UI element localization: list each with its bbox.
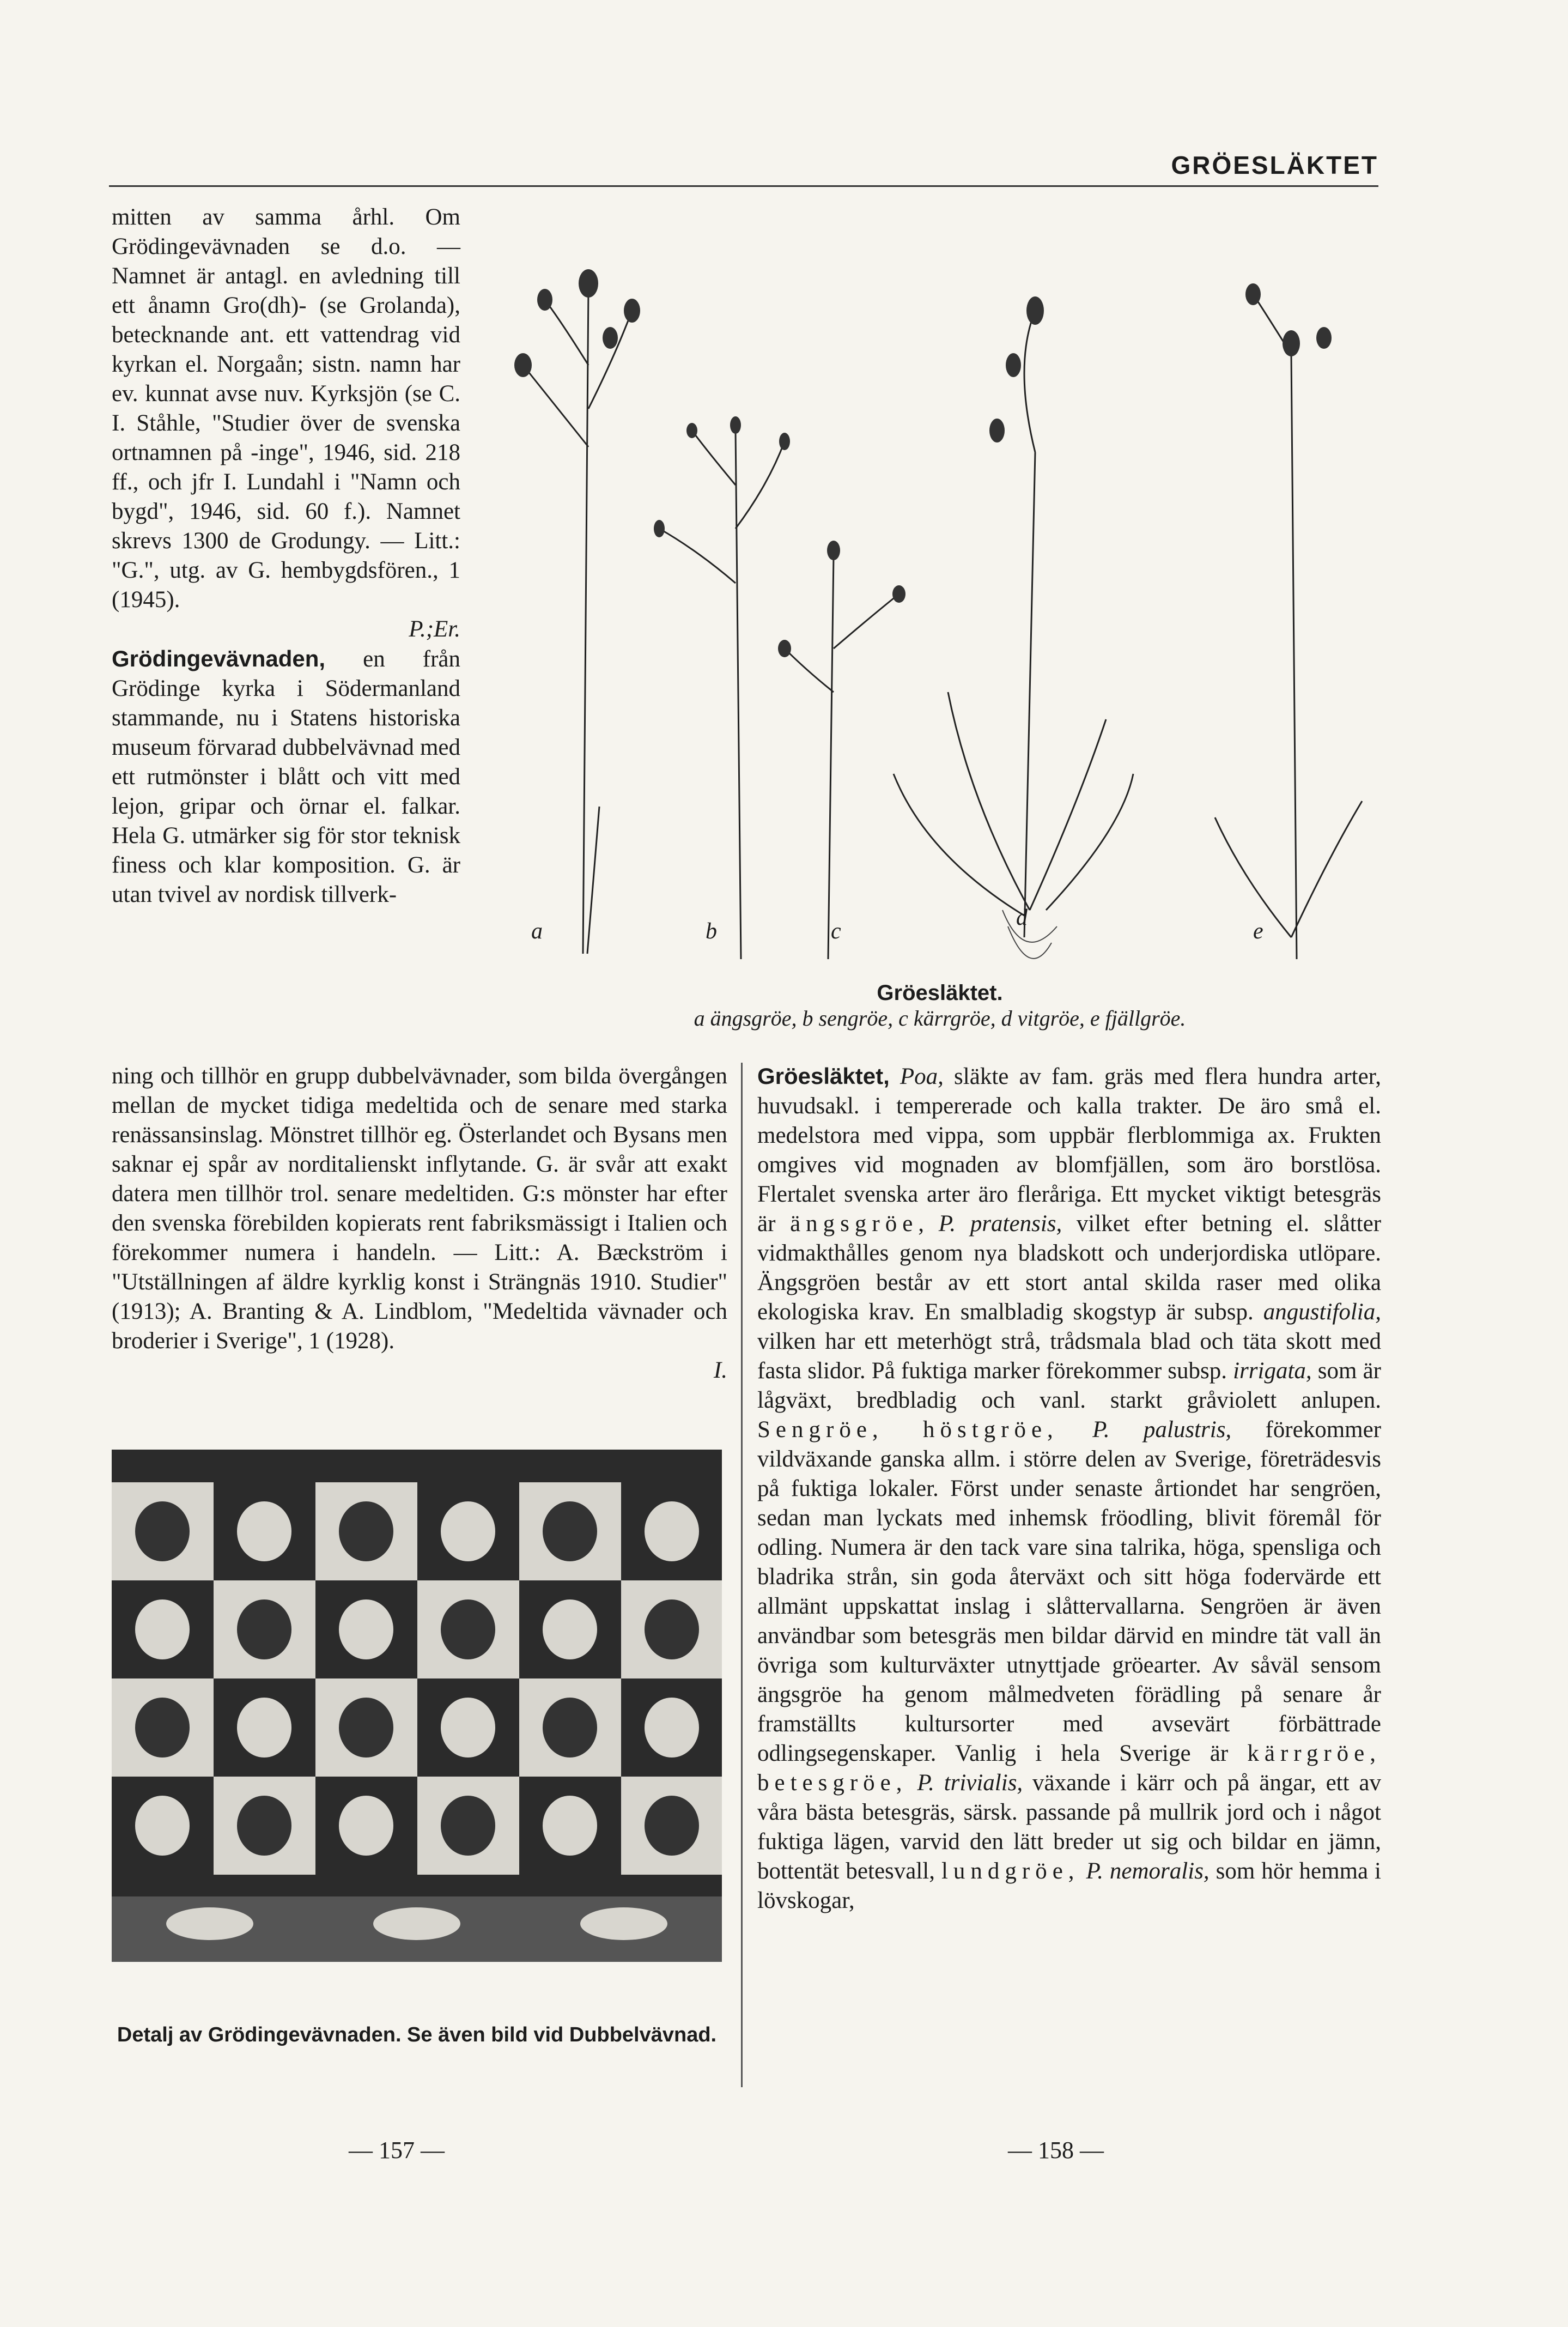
plants-caption-title: Gröesläktet. bbox=[877, 981, 1003, 1005]
entry-text: växande i kärr och på ängar, ett av våra bästa betesgräs, särsk. passande på mullrik jord och i något fuktiga lägen, varvid den lätt breder ut sig och bildar en jämn, bottentät betesvall, bbox=[757, 1770, 1381, 1884]
entry-text: som är lågväxt, bredbladig och vanl. starkt gråviolett anlupen. bbox=[757, 1358, 1381, 1413]
textile-pattern bbox=[112, 1450, 722, 1962]
species-lundgroe: lundgröe, bbox=[941, 1858, 1080, 1884]
entry-text: vilken har ett meterhögt strå, trådsmala blad och täta skott med fasta slidor. På fuktiga marker förekommer subsp. bbox=[757, 1329, 1381, 1384]
entry-body: en från Grödinge kyrka i Södermanland stammande, nu i Statens historiska museum förvarad dubbelvävnad med ett rutmönster i blått och vitt med lejon, gripar och örnar el. falkar. Hela G. utmärker sig för stor teknisk finess och klar komposition. G. är utan tvivel av nordisk tillverk- bbox=[112, 646, 460, 907]
plant-label-b: b bbox=[706, 919, 717, 944]
column-1-narrow bbox=[112, 203, 460, 910]
species-nemoralis: P. nemoralis, bbox=[1086, 1858, 1210, 1884]
column-2 bbox=[757, 1062, 1381, 1916]
poa-plants-drawing bbox=[479, 202, 1378, 992]
grodingevavnaden-photo bbox=[112, 1450, 722, 1962]
species-pratensis: P. pratensis, bbox=[938, 1211, 1062, 1237]
grodingevavnaden-entry-cont: ning och tillhör en grupp dubbelvävnader, som bilda övergången mellan de mycket tidiga medeltida och de senare med starka renässansinslag. Mönstret tillhör eg. Österlandet och Bysans men saknar ej spår av norditalienskt inflytande. G. är svår att exakt datera men tillhör trol. senare medeltiden. G:s mönster har efter den svenska förebilden kopierats rent fabriksmässigt i Italien och förekommer numera i handeln. — Litt.: A. Bæckström i "Utställningen af äldre kyrklig konst i Strängnäs 1910. Studier" (1913); A. Branting & A. Lindblom, "Medeltida vävnader och broderier i Sverige", 1 (1928). bbox=[112, 1063, 727, 1354]
entry-text: som hör hemma i lövskogar, bbox=[757, 1858, 1381, 1913]
page-number-right: — 158 — bbox=[1008, 2137, 1104, 2164]
subsp-angustifolia: angustifolia, bbox=[1263, 1299, 1381, 1325]
entry-lede: Gröesläktet, bbox=[757, 1063, 890, 1089]
plant-label-a: a bbox=[531, 919, 543, 944]
entry-text: förekommer vildväxande ganska allm. i större delen av Sverige, företrädesvis på fuktiga lokaler. Först under senaste årtiondet har sengröen, sedan man lyckats med inhemsk fröodling, blivit föremål för odling. Numera är den tack vare sina talrika, höga, spensliga och bladrika strån, sin goda återväxt och sitt höga fodervärde ett allmänt uppskattat inslag i slåttervallarna. Sengröen är även användbar som betesgräs men bildar därvid en mindre tät vall än övriga som kulturväxter utnyttjade gröearter. Av såväl sensom ängsgröe ha genom målmedveten förädling på senare år framställts kultursorter med avsevärt förbättrade odlingsegenskaper. Vanlig i hela Sverige är bbox=[757, 1417, 1382, 1766]
signature: I. bbox=[713, 1358, 727, 1383]
groeslaktet-entry: Gröesläktet, Poa, släkte av fam. gräs med flera hundra arter, huvudsakl. i tempererade och kalla trakter. De äro små el. medelstora med vippa, som uppbär flerblommiga ax. Frukten omgives vid mognaden av blomfjällen, som äro borstlösa. Flertalet svenska arter äro fleråriga. Ett mycket viktigt betesgräs är ängsgröe, P. pratensis, vilket efter betning el. slåtter vidmakthålles genom nya bladskott och underjordiska utlöpare. Ängsgröen består av ett stort antal skilda raser med olika ekologiska krav. En smalbladig skogstyp är subsp. angustifolia, vilken har ett meterhögt strå, trådsmala blad och täta skott med fasta slidor. På fuktiga marker förekommer subsp. irrigata, som är lågväxt, bredbladig och vanl. starkt gråviolett anlupen. Sengröe, höstgröe, P. palustris, förekommer vildväxande ganska allm. i större delen av Sverige, företrädesvis på fuktiga lokaler. Först under senaste årtiondet har sengröen, sedan man lyckats med inhemsk fröodling, blivit föremål för odling. Numera är den tack vare sina talrika, höga, spensliga och bladrika strån, sin goda återväxt och sitt höga fodervärde ett allmänt uppskattat inslag i slåttervallarna. Sengröen är även användbar som betesgräs men bildar därvid en mindre tät vall än övriga som kulturväxter utnyttjade gröearter. Av såväl sensom ängsgröe ha genom målmedveten förädling på senare år framställts kultursorter med avsevärt förbättrade odlingsegenskaper. Vanlig i hela Sverige är kärrgröe, betesgröe, P. trivialis, växande i kärr och på ängar, ett av våra bästa betesgräs, särsk. passande på mullrik jord och i något fuktiga lägen, varvid den lätt breder ut sig och bildar en jämn, bottentät betesvall, lundgröe, P. nemoralis, som hör hemma i lövskogar, bbox=[757, 1063, 1382, 1913]
signature: P.;Er. bbox=[409, 616, 460, 642]
entry-text: vilket efter betning el. slåtter vidmakthålles genom nya bladskott och underjordiska utlöpare. Ängsgröen består av ett stort antal skilda raser med olika ekologiska krav. En smalbladig skogstyp är subsp. bbox=[757, 1211, 1382, 1325]
page-number-left: — 157 — bbox=[349, 2137, 445, 2164]
species-karrgroe: kärrgröe, betesgröe, bbox=[757, 1741, 1381, 1796]
grodinge-entry-end: mitten av samma århl. Om Grödingevävnaden se d.o. — Namnet är antagl. en avledning till ett ånamn Gro(dh)- (se Grolanda), betecknande ant. ett vattendrag vid kyrkan el. Norgaån; sistn. namn har ev. kunnat avse nuv. Kyrksjön (se C. I. Ståhle, "Studier över de svenska ortnamnen på -inge", 1946, sid. 218 ff., och jfr I. Lundahl i "Namn och bygd", 1946, sid. 60 f.). Namnet skrevs 1300 de Grodungy. — Litt.: "G.", utg. av G. hembygdsfören., 1 (1945). bbox=[112, 204, 460, 613]
running-head: GRÖESLÄKTET bbox=[1171, 151, 1378, 179]
grodingevavnaden-entry bbox=[112, 644, 460, 910]
plant-label-c: c bbox=[831, 919, 841, 944]
subsp-irrigata: irrigata, bbox=[1233, 1358, 1312, 1384]
header-rule bbox=[109, 185, 1378, 187]
species-sengroe: Sengröe, höstgröe, bbox=[757, 1417, 1059, 1443]
plant-label-e: e bbox=[1253, 919, 1263, 944]
grass-illustration bbox=[479, 202, 1378, 992]
column-rule bbox=[741, 1063, 743, 2087]
species-angsgroe: ängsgröe bbox=[790, 1211, 919, 1237]
plants-caption-legend: a ängsgröe, b sengröe, c kärrgröe, d vitgröe, e fjällgröe. bbox=[694, 1006, 1186, 1031]
entry-lede: Grödingevävnaden, bbox=[112, 646, 326, 671]
column-1-wide bbox=[112, 1062, 727, 1385]
plant-label-d: d bbox=[1016, 905, 1028, 930]
species-trivialis: P. trivialis, bbox=[917, 1770, 1023, 1796]
plants-caption bbox=[545, 981, 1335, 1031]
latin-genus: Poa, bbox=[900, 1064, 944, 1089]
species-palustris: P. palustris, bbox=[1092, 1417, 1232, 1443]
entry-text: släkte av fam. gräs med flera hundra arter, huvudsakl. i tempererade och kalla trakter. De äro små el. medelstora med vippa, som uppbär flerblommiga ax. Frukten omgives vid mognaden av blomfjällen, som äro borstlösa. Flertalet svenska arter äro fleråriga. Ett mycket viktigt betesgräs är bbox=[757, 1064, 1381, 1237]
textile-caption: Detalj av Grödingevävnaden. Se även bild vid Dubbelvävnad. bbox=[117, 2023, 717, 2046]
